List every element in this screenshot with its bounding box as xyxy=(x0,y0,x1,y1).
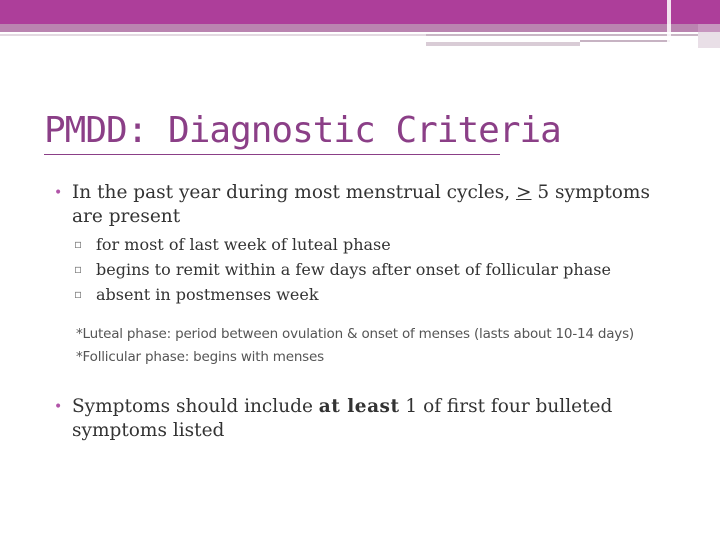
header-gap xyxy=(667,0,671,48)
bullet-1-symbol: > xyxy=(515,182,532,203)
sub-bullet-text: for most of last week of luteal phase xyxy=(96,235,391,254)
sub-bullet-item xyxy=(74,232,611,257)
square-bullet-icon: ▫ xyxy=(74,262,83,276)
sub-bullet-text: begins to remit within a few days after onset of follicular phase xyxy=(96,260,611,279)
round-bullet-icon: • xyxy=(54,399,63,415)
header-line-left xyxy=(0,34,426,36)
bullet-2-suffix: 1 of first four bulleted symptoms listed xyxy=(72,396,613,441)
square-bullet-icon: ▫ xyxy=(74,237,83,251)
round-bullet-icon: • xyxy=(54,185,63,201)
header-band xyxy=(0,0,720,24)
header-strip-right xyxy=(698,24,720,32)
header-line-right xyxy=(426,34,698,36)
sub-bullet-item xyxy=(74,282,611,307)
bullet-item-1 xyxy=(54,181,672,229)
title-underline xyxy=(44,154,500,155)
bullet-item-2 xyxy=(54,395,692,443)
bullet-1-prefix: In the past year during most menstrual cycles, xyxy=(72,182,516,203)
header-side-block xyxy=(698,32,720,48)
footnote-luteal: *Luteal phase: period between ovulation & onset of menses (lasts about 10-14 days) xyxy=(76,326,634,342)
slide-title: PMDD: Diagnostic Criteria xyxy=(44,110,561,151)
sub-bullet-list xyxy=(74,232,611,307)
sub-bullet-text: absent in postmenses week xyxy=(96,285,319,304)
square-bullet-icon: ▫ xyxy=(74,287,83,301)
bullet-2-prefix: Symptoms should include xyxy=(72,396,319,417)
header-strip xyxy=(0,24,698,32)
header-accent-line xyxy=(580,40,670,42)
sub-bullet-item xyxy=(74,257,611,282)
footnote-follicular: *Follicular phase: begins with menses xyxy=(76,349,324,365)
bullet-1-suffix: 5 symptoms are present xyxy=(72,182,650,227)
header-accent-bar xyxy=(426,42,580,46)
bullet-2-emphasis: at least xyxy=(318,396,400,417)
